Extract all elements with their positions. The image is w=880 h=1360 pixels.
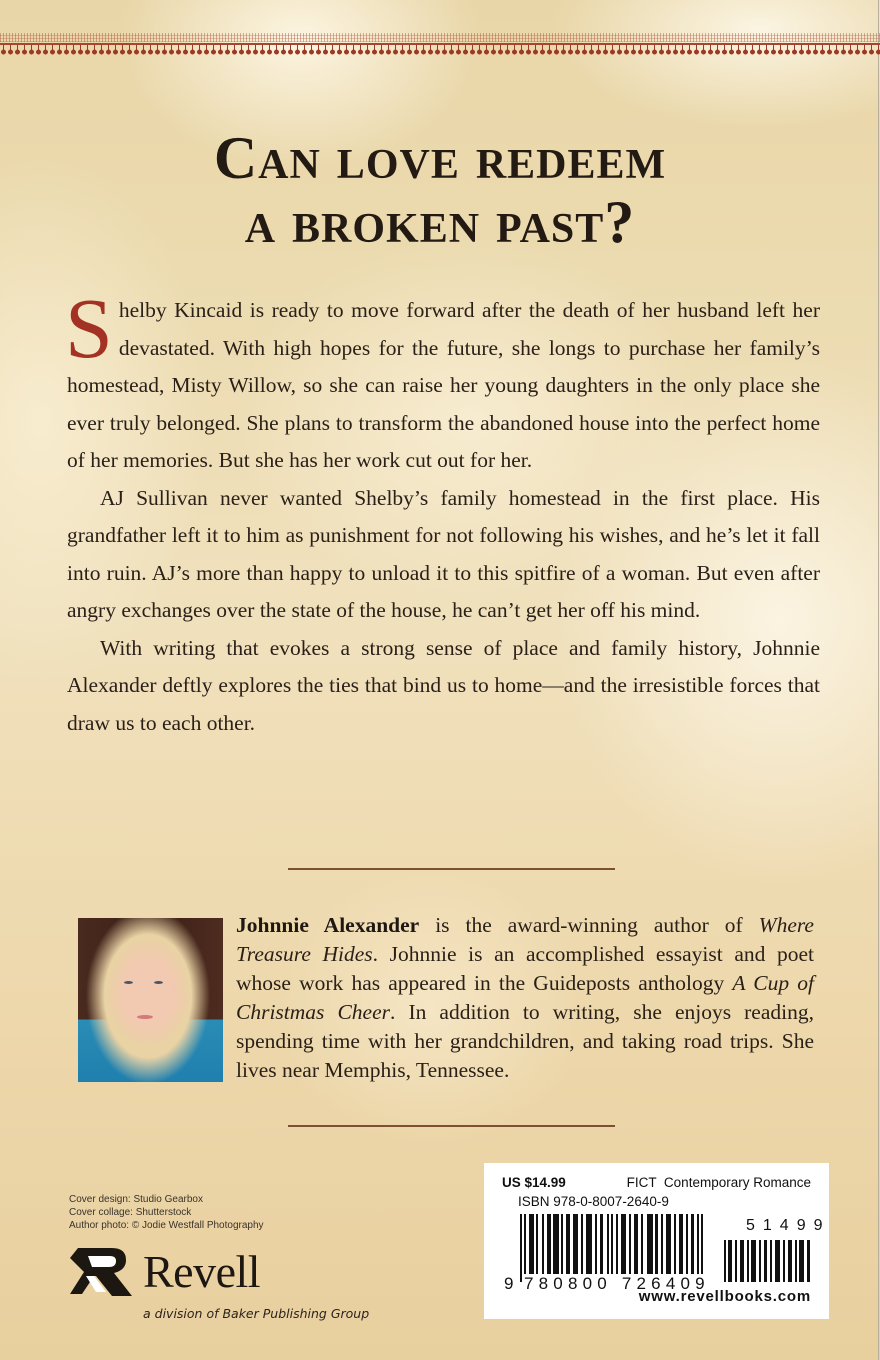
blurb-paragraph-3: With writing that evokes a strong sense of place and family history, Johnnie Alexander deftly explores the ties that bind us to home—and the irresistible forces that draw us to each other.	[67, 635, 820, 735]
bio-text-1: is the award-winning author of	[419, 913, 759, 937]
credit-author-photo: Author photo: © Jodie Westfall Photography	[69, 1220, 264, 1231]
headline-line-2: a broken past?	[244, 189, 636, 255]
divider-bottom	[288, 1125, 615, 1127]
publisher-logo	[68, 1246, 388, 1326]
publisher-name: Revell	[143, 1246, 261, 1297]
photo-mouth	[137, 1015, 153, 1019]
revell-r-icon	[68, 1246, 134, 1300]
border-dot-strip	[0, 33, 880, 42]
genre-category: FICT Contemporary Romance	[626, 1175, 811, 1190]
photo-eye-left	[124, 981, 133, 984]
price: US $14.99	[502, 1175, 566, 1190]
drop-cap: S	[65, 280, 113, 376]
headline-line-1: Can love redeem	[213, 125, 667, 191]
photo-eye-right	[154, 981, 163, 984]
bio-text-3: . In addition to writing, she enjoys reading, spending time with her grandchildren, and taking road trips. She lives near Memphis, Tennessee.	[236, 1000, 814, 1082]
barcode-lead-digit: 9	[504, 1274, 519, 1293]
credit-cover-collage: Cover collage: Shutterstock	[69, 1207, 192, 1218]
isbn-barcode-box	[484, 1163, 829, 1319]
blurb-paragraph-1-text: helby Kincaid is ready to move forward after the death of her husband left her devastated. With high hopes for the future, she longs to purchase her family’s homestead, Misty Willow, so she can raise her young daughters in the only place she ever truly belonged. She plans to transform the abandoned house into the perfect home of her memories. But she has her work cut out for her.	[67, 298, 820, 472]
book-blurb	[65, 280, 820, 742]
author-bio	[236, 911, 814, 1085]
blurb-paragraph-2: AJ Sullivan never wanted Shelby’s family homestead in the first place. His grandfather left it to him as punishment for not following his wishes, and he’s let it fall into ruin. AJ’s more than happy to unload it to this spitfire of a woman. But even after angry exchanges over the state of the house, he can’t get her off his mind.	[67, 485, 820, 622]
divider-top	[288, 868, 615, 870]
publisher-url: www.revellbooks.com	[638, 1288, 811, 1305]
addon-barcode-icon	[724, 1240, 812, 1282]
credit-cover-design: Cover design: Studio Gearbox	[69, 1194, 203, 1205]
headline	[0, 125, 880, 255]
bio-text-2: . Johnnie is an accomplished essayist and poet whose work has appeared in the Guideposts anthology	[236, 942, 814, 995]
border-drop-motif	[0, 45, 880, 57]
publisher-subtitle: a division of Baker Publishing Group	[143, 1306, 370, 1321]
ornamental-border	[0, 33, 880, 58]
author-name: Johnnie Alexander	[236, 913, 420, 937]
book-title-1: Where Treasure Hides	[236, 913, 814, 966]
barcode-icon	[520, 1214, 703, 1282]
isbn: ISBN 978-0-8007-2640-9	[518, 1194, 669, 1209]
cover-credits	[69, 1193, 264, 1232]
addon-digits: 51499	[746, 1217, 831, 1234]
author-photo	[78, 918, 223, 1082]
blurb-paragraph-1	[65, 280, 820, 480]
barcode-number: 780800 726409	[524, 1274, 710, 1293]
book-title-2: A Cup of Christmas Cheer	[236, 971, 815, 1024]
